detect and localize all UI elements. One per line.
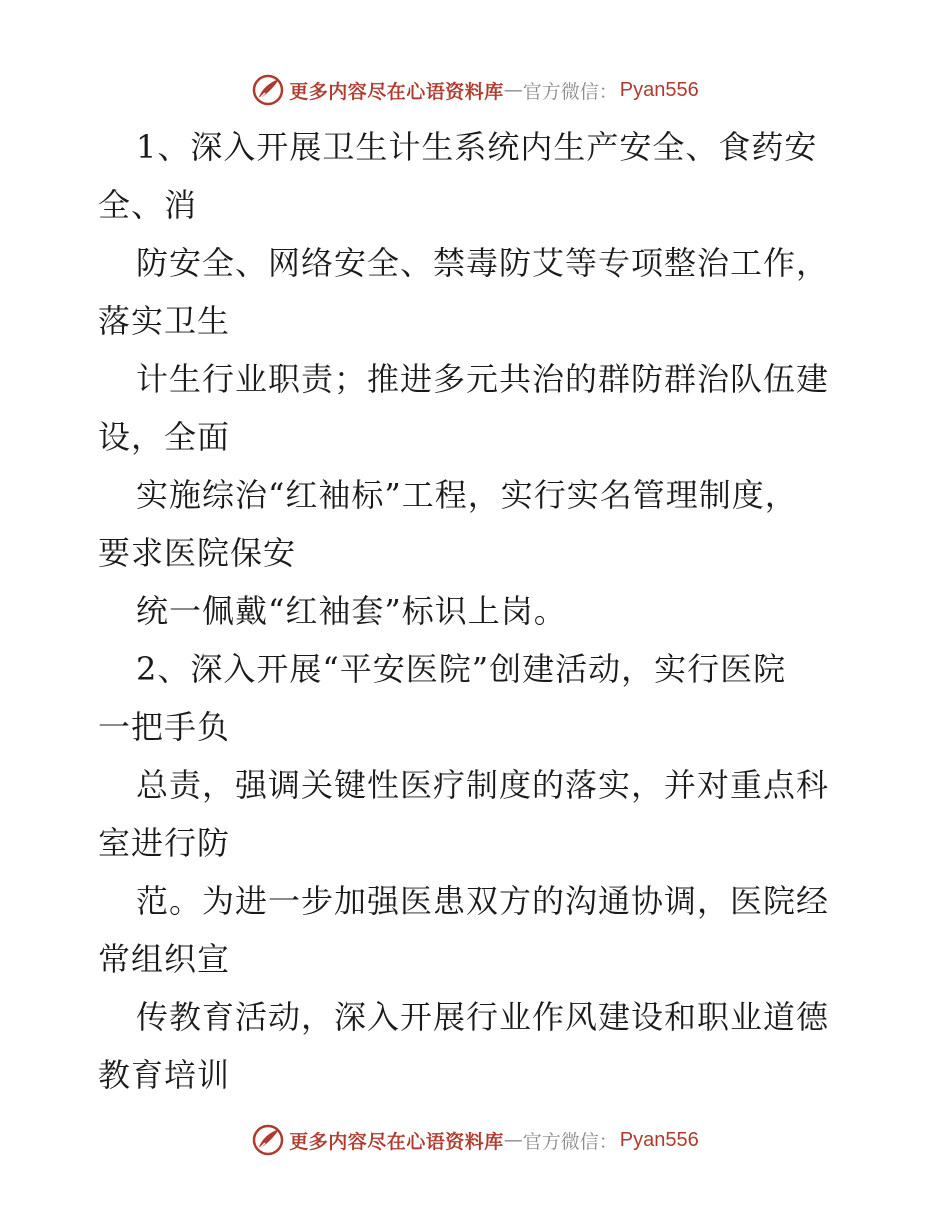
text-line: 室进行防	[98, 824, 231, 862]
text-line: 要求医院保安	[98, 534, 297, 572]
text-line: 全、消	[98, 186, 198, 224]
text-line: 传教育活动，深入开展行业作风建设和职业道德	[136, 998, 830, 1036]
text-line: 计生行业职责；推进多元共治的群防群治队伍建	[136, 360, 830, 398]
text-line: 1、深入开展卫生计生系统内生产安全、食药安	[136, 128, 818, 166]
quill-logo-icon	[251, 73, 285, 107]
text-line: 防安全、网络安全、禁毒防艾等专项整治工作，	[136, 244, 830, 282]
text-line: 教育培训	[98, 1056, 231, 1094]
text-line: 落实卫生	[98, 302, 231, 340]
text-line: 常组织宣	[98, 940, 231, 978]
quill-logo-icon	[251, 1123, 285, 1157]
banner-separator: —	[503, 1129, 523, 1151]
header-banner	[0, 70, 950, 110]
wechat-label: 官方微信：	[522, 1130, 618, 1153]
footer-banner	[0, 1120, 950, 1160]
banner-separator: —	[503, 79, 523, 101]
wechat-label: 官方微信：	[522, 80, 618, 103]
text-line: 实施综治“红袖标”工程，实行实名管理制度，	[136, 476, 798, 514]
text-line: 2、深入开展“平安医院”创建活动，实行医院	[136, 650, 787, 688]
banner-text: 更多内容尽在心语资料库	[289, 1130, 504, 1153]
banner-text: 更多内容尽在心语资料库	[289, 80, 504, 103]
wechat-id: Pyan556	[619, 1128, 699, 1151]
text-line: 一把手负	[98, 708, 231, 746]
wechat-id: Pyan556	[619, 78, 699, 101]
text-line: 范。为进一步加强医患双方的沟通协调，医院经	[136, 882, 830, 920]
text-line: 设，全面	[98, 418, 231, 456]
text-line: 统一佩戴“红袖套”标识上岗。	[136, 592, 567, 630]
document-body	[98, 118, 858, 1104]
text-line: 总责，强调关键性医疗制度的落实，并对重点科	[136, 766, 830, 804]
